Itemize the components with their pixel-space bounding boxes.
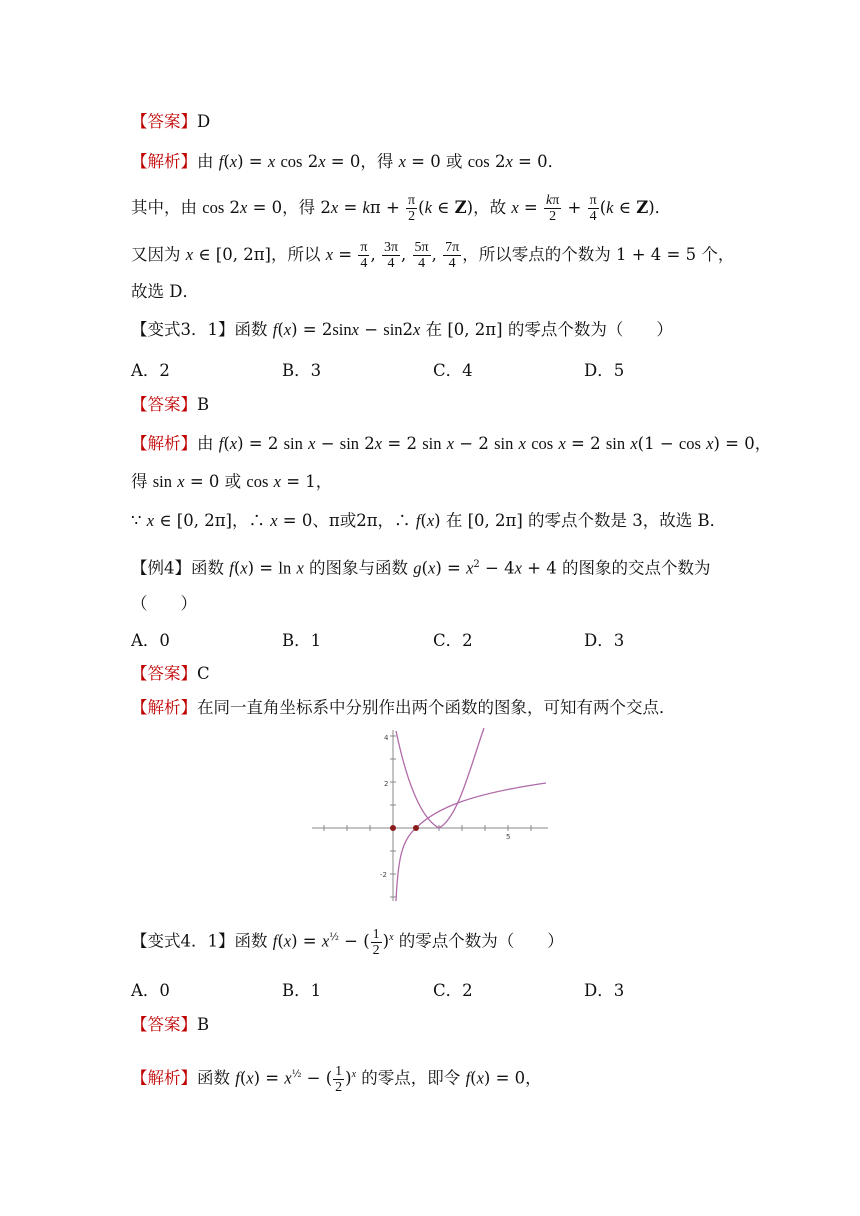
answer-value: B (197, 1015, 210, 1034)
answer-tag: 【答案】 (131, 395, 197, 414)
solution-tag: 【解析】 (131, 152, 197, 171)
question-4: 【例4】函数 f(x) = ln x 的图象与函数 $g(x) = x^2 - 4x + 4$ 的图象的交点个数为 (131, 558, 711, 578)
answer-tag: 【答案】 (131, 664, 197, 683)
solution-text: 由 f(x) = x cos 2x = 0，得 x = 0 或 cos 2x = 0． (197, 152, 565, 171)
answer-value: C (197, 664, 210, 683)
question-3-1: 【变式3．1】函数 f(x) = 2sinx − sin2x 在 [0, 2π] 的零点个数为（ ） (131, 320, 673, 339)
option-d: D．3 (584, 981, 625, 1000)
solution-line-9: 【解析】函数 $f(x) = x^{\frac{1}{2}}$ − ( $\frac{1}{2}$ )$^x$ 的零点，即令 f(x) = 0， (131, 1063, 542, 1095)
answer-line-3 (131, 662, 210, 686)
option-b: B．3 (282, 361, 322, 380)
tick-label-y-2: -2 (380, 871, 387, 879)
solution-tag: 【解析】 (131, 698, 197, 717)
y-axis (390, 730, 396, 901)
tick-label-x5: 5 (506, 833, 511, 841)
solution-tag: 【解析】 (131, 434, 197, 453)
option-c: C．2 (433, 631, 473, 650)
solution-line-1 (131, 150, 564, 174)
solution-line-4: 故选 D． (131, 282, 199, 301)
solution-line-3: 又因为 x ∈ [0, 2π]，所以 x = $\frac{\pi}{4}$ , $\frac{3\pi}{4}$ , $\frac{5\pi}{4}$ , $\frac{7\pi}{4}$ ，所以零点的个数为 1 + 4 = 5 个， (131, 240, 735, 271)
answer-tag: 【答案】 (131, 1015, 197, 1034)
option-c: C．2 (433, 981, 473, 1000)
question-4-1: 【变式4．1】函数 $f(x) = x^{\frac{1}{2}}$ − ( $\frac{1}{2}$ )$^x$ 的零点个数为（ ） (131, 926, 564, 958)
option-d: D．3 (584, 631, 625, 650)
intersection-point-1 (390, 825, 396, 831)
solution-line-7: ∵ x ∈ [0, 2π]，∴ x = 0、π或2π，∴ f(x) 在 [0, 2π] 的零点个数是 3，故选 B． (131, 511, 727, 530)
tick-label-y4: 4 (384, 734, 389, 742)
answer-line-4 (131, 1013, 209, 1037)
parabola-curve (396, 728, 484, 828)
x-axis (312, 825, 548, 831)
option-b: B．1 (282, 631, 322, 650)
solution-line-6: 得 sin x = 0 或 cos x = 1， (131, 472, 333, 491)
solution-line-5: 【解析】由 f(x) = 2 sin x − sin 2x = 2 sin x − 2 sin x cos x = 2 sin x(1 − cos x) = 0， (131, 434, 772, 453)
solution-text: 在同一直角坐标系中分别作出两个函数的图象，可知有两个交点． (197, 698, 676, 717)
answer-value: D (197, 112, 211, 131)
option-a: A．0 (131, 631, 170, 650)
answer-line-1 (131, 110, 210, 134)
option-d: D．5 (584, 361, 625, 380)
option-a: A．0 (131, 981, 170, 1000)
solution-tag: 【解析】 (131, 1068, 197, 1088)
log-curve (396, 783, 546, 901)
option-b: B．1 (282, 981, 322, 1000)
answer-line-2 (131, 393, 209, 417)
question-4-paren: （ ） (131, 594, 197, 613)
solution-line-2: 其中，由 cos 2x = 0，得 2x = kπ + $\frac{\pi}{2}$ (k ∈ Z)，故 x = $\frac{k\pi}{2}$ + $\frac{\pi}{4}$ (k ∈ Z)． (131, 193, 672, 224)
answer-tag: 【答案】 (131, 112, 197, 131)
function-graph-figure (310, 728, 550, 903)
intersection-point-2 (413, 825, 419, 831)
option-a: A．2 (131, 361, 170, 380)
tick-label-y2: 2 (384, 780, 389, 788)
answer-value: B (197, 395, 210, 414)
solution-line-8 (131, 696, 676, 720)
option-c: C．4 (433, 361, 473, 380)
